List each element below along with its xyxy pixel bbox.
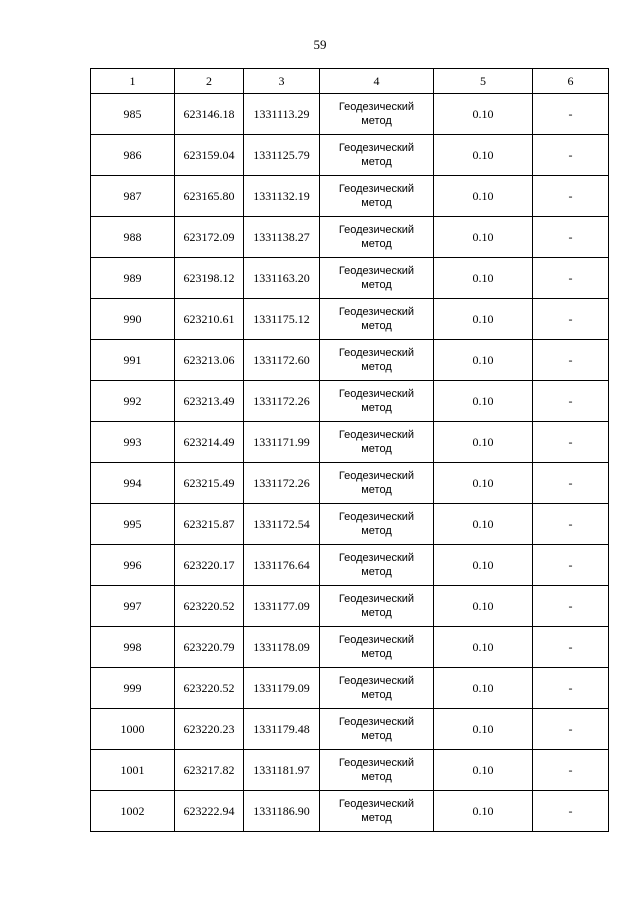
point-number-cell: 998 (91, 627, 175, 668)
y-coordinate-cell: 1331181.97 (244, 750, 320, 791)
point-number-cell: 992 (91, 381, 175, 422)
coordinates-table (90, 68, 609, 832)
x-coordinate-cell: 623214.49 (175, 422, 244, 463)
accuracy-cell: 0.10 (434, 791, 533, 832)
notes-cell: - (533, 709, 609, 750)
notes-cell: - (533, 668, 609, 709)
table-row (91, 299, 609, 340)
table-row (91, 504, 609, 545)
column-header-6: 6 (533, 69, 609, 94)
x-coordinate-cell: 623165.80 (175, 176, 244, 217)
y-coordinate-cell: 1331171.99 (244, 422, 320, 463)
x-coordinate-cell: 623220.52 (175, 668, 244, 709)
method-cell: Геодезический метод (320, 135, 434, 176)
point-number-cell: 987 (91, 176, 175, 217)
accuracy-cell: 0.10 (434, 299, 533, 340)
x-coordinate-cell: 623213.49 (175, 381, 244, 422)
table-row (91, 135, 609, 176)
table-row (91, 586, 609, 627)
y-coordinate-cell: 1331172.60 (244, 340, 320, 381)
accuracy-cell: 0.10 (434, 217, 533, 258)
method-cell: Геодезический метод (320, 422, 434, 463)
notes-cell: - (533, 217, 609, 258)
table-row (91, 750, 609, 791)
x-coordinate-cell: 623220.79 (175, 627, 244, 668)
x-coordinate-cell: 623220.52 (175, 586, 244, 627)
accuracy-cell: 0.10 (434, 627, 533, 668)
table-row (91, 340, 609, 381)
notes-cell: - (533, 422, 609, 463)
accuracy-cell: 0.10 (434, 422, 533, 463)
point-number-cell: 1000 (91, 709, 175, 750)
notes-cell: - (533, 135, 609, 176)
method-cell: Геодезический метод (320, 545, 434, 586)
x-coordinate-cell: 623220.23 (175, 709, 244, 750)
x-coordinate-cell: 623210.61 (175, 299, 244, 340)
notes-cell: - (533, 791, 609, 832)
y-coordinate-cell: 1331186.90 (244, 791, 320, 832)
point-number-cell: 994 (91, 463, 175, 504)
table-row (91, 545, 609, 586)
x-coordinate-cell: 623213.06 (175, 340, 244, 381)
accuracy-cell: 0.10 (434, 258, 533, 299)
column-header-1: 1 (91, 69, 175, 94)
point-number-cell: 1001 (91, 750, 175, 791)
x-coordinate-cell: 623222.94 (175, 791, 244, 832)
method-cell: Геодезический метод (320, 709, 434, 750)
accuracy-cell: 0.10 (434, 381, 533, 422)
method-cell: Геодезический метод (320, 340, 434, 381)
method-cell: Геодезический метод (320, 299, 434, 340)
x-coordinate-cell: 623146.18 (175, 94, 244, 135)
method-cell: Геодезический метод (320, 463, 434, 504)
accuracy-cell: 0.10 (434, 176, 533, 217)
method-cell: Геодезический метод (320, 791, 434, 832)
x-coordinate-cell: 623159.04 (175, 135, 244, 176)
table-body (91, 94, 609, 832)
point-number-cell: 990 (91, 299, 175, 340)
notes-cell: - (533, 176, 609, 217)
table-row (91, 258, 609, 299)
method-cell: Геодезический метод (320, 381, 434, 422)
accuracy-cell: 0.10 (434, 750, 533, 791)
notes-cell: - (533, 750, 609, 791)
y-coordinate-cell: 1331172.54 (244, 504, 320, 545)
y-coordinate-cell: 1331138.27 (244, 217, 320, 258)
point-number-cell: 999 (91, 668, 175, 709)
point-number-cell: 1002 (91, 791, 175, 832)
notes-cell: - (533, 463, 609, 504)
point-number-cell: 988 (91, 217, 175, 258)
notes-cell: - (533, 258, 609, 299)
method-cell: Геодезический метод (320, 217, 434, 258)
notes-cell: - (533, 586, 609, 627)
point-number-cell: 997 (91, 586, 175, 627)
table-row (91, 668, 609, 709)
method-cell: Геодезический метод (320, 750, 434, 791)
y-coordinate-cell: 1331178.09 (244, 627, 320, 668)
accuracy-cell: 0.10 (434, 340, 533, 381)
table-row (91, 217, 609, 258)
y-coordinate-cell: 1331172.26 (244, 463, 320, 504)
table-row (91, 709, 609, 750)
method-cell: Геодезический метод (320, 176, 434, 217)
y-coordinate-cell: 1331179.09 (244, 668, 320, 709)
point-number-cell: 991 (91, 340, 175, 381)
accuracy-cell: 0.10 (434, 463, 533, 504)
table-header-row (91, 69, 609, 94)
notes-cell: - (533, 545, 609, 586)
notes-cell: - (533, 504, 609, 545)
column-header-3: 3 (244, 69, 320, 94)
x-coordinate-cell: 623215.49 (175, 463, 244, 504)
point-number-cell: 989 (91, 258, 175, 299)
table-row (91, 94, 609, 135)
y-coordinate-cell: 1331176.64 (244, 545, 320, 586)
table-row (91, 627, 609, 668)
method-cell: Геодезический метод (320, 586, 434, 627)
y-coordinate-cell: 1331179.48 (244, 709, 320, 750)
accuracy-cell: 0.10 (434, 504, 533, 545)
x-coordinate-cell: 623215.87 (175, 504, 244, 545)
point-number-cell: 996 (91, 545, 175, 586)
notes-cell: - (533, 94, 609, 135)
column-header-4: 4 (320, 69, 434, 94)
column-header-2: 2 (175, 69, 244, 94)
table-row (91, 422, 609, 463)
notes-cell: - (533, 381, 609, 422)
y-coordinate-cell: 1331172.26 (244, 381, 320, 422)
method-cell: Геодезический метод (320, 668, 434, 709)
notes-cell: - (533, 627, 609, 668)
method-cell: Геодезический метод (320, 627, 434, 668)
page-number: 59 (313, 37, 327, 52)
column-header-5: 5 (434, 69, 533, 94)
x-coordinate-cell: 623217.82 (175, 750, 244, 791)
accuracy-cell: 0.10 (434, 668, 533, 709)
table-row (91, 176, 609, 217)
table-row (91, 791, 609, 832)
accuracy-cell: 0.10 (434, 545, 533, 586)
accuracy-cell: 0.10 (434, 586, 533, 627)
table-row (91, 463, 609, 504)
method-cell: Геодезический метод (320, 94, 434, 135)
y-coordinate-cell: 1331113.29 (244, 94, 320, 135)
accuracy-cell: 0.10 (434, 94, 533, 135)
method-cell: Геодезический метод (320, 504, 434, 545)
x-coordinate-cell: 623198.12 (175, 258, 244, 299)
y-coordinate-cell: 1331163.20 (244, 258, 320, 299)
point-number-cell: 985 (91, 94, 175, 135)
point-number-cell: 986 (91, 135, 175, 176)
notes-cell: - (533, 340, 609, 381)
y-coordinate-cell: 1331175.12 (244, 299, 320, 340)
point-number-cell: 993 (91, 422, 175, 463)
x-coordinate-cell: 623220.17 (175, 545, 244, 586)
y-coordinate-cell: 1331132.19 (244, 176, 320, 217)
accuracy-cell: 0.10 (434, 135, 533, 176)
x-coordinate-cell: 623172.09 (175, 217, 244, 258)
y-coordinate-cell: 1331125.79 (244, 135, 320, 176)
table-row (91, 381, 609, 422)
notes-cell: - (533, 299, 609, 340)
accuracy-cell: 0.10 (434, 709, 533, 750)
y-coordinate-cell: 1331177.09 (244, 586, 320, 627)
point-number-cell: 995 (91, 504, 175, 545)
method-cell: Геодезический метод (320, 258, 434, 299)
